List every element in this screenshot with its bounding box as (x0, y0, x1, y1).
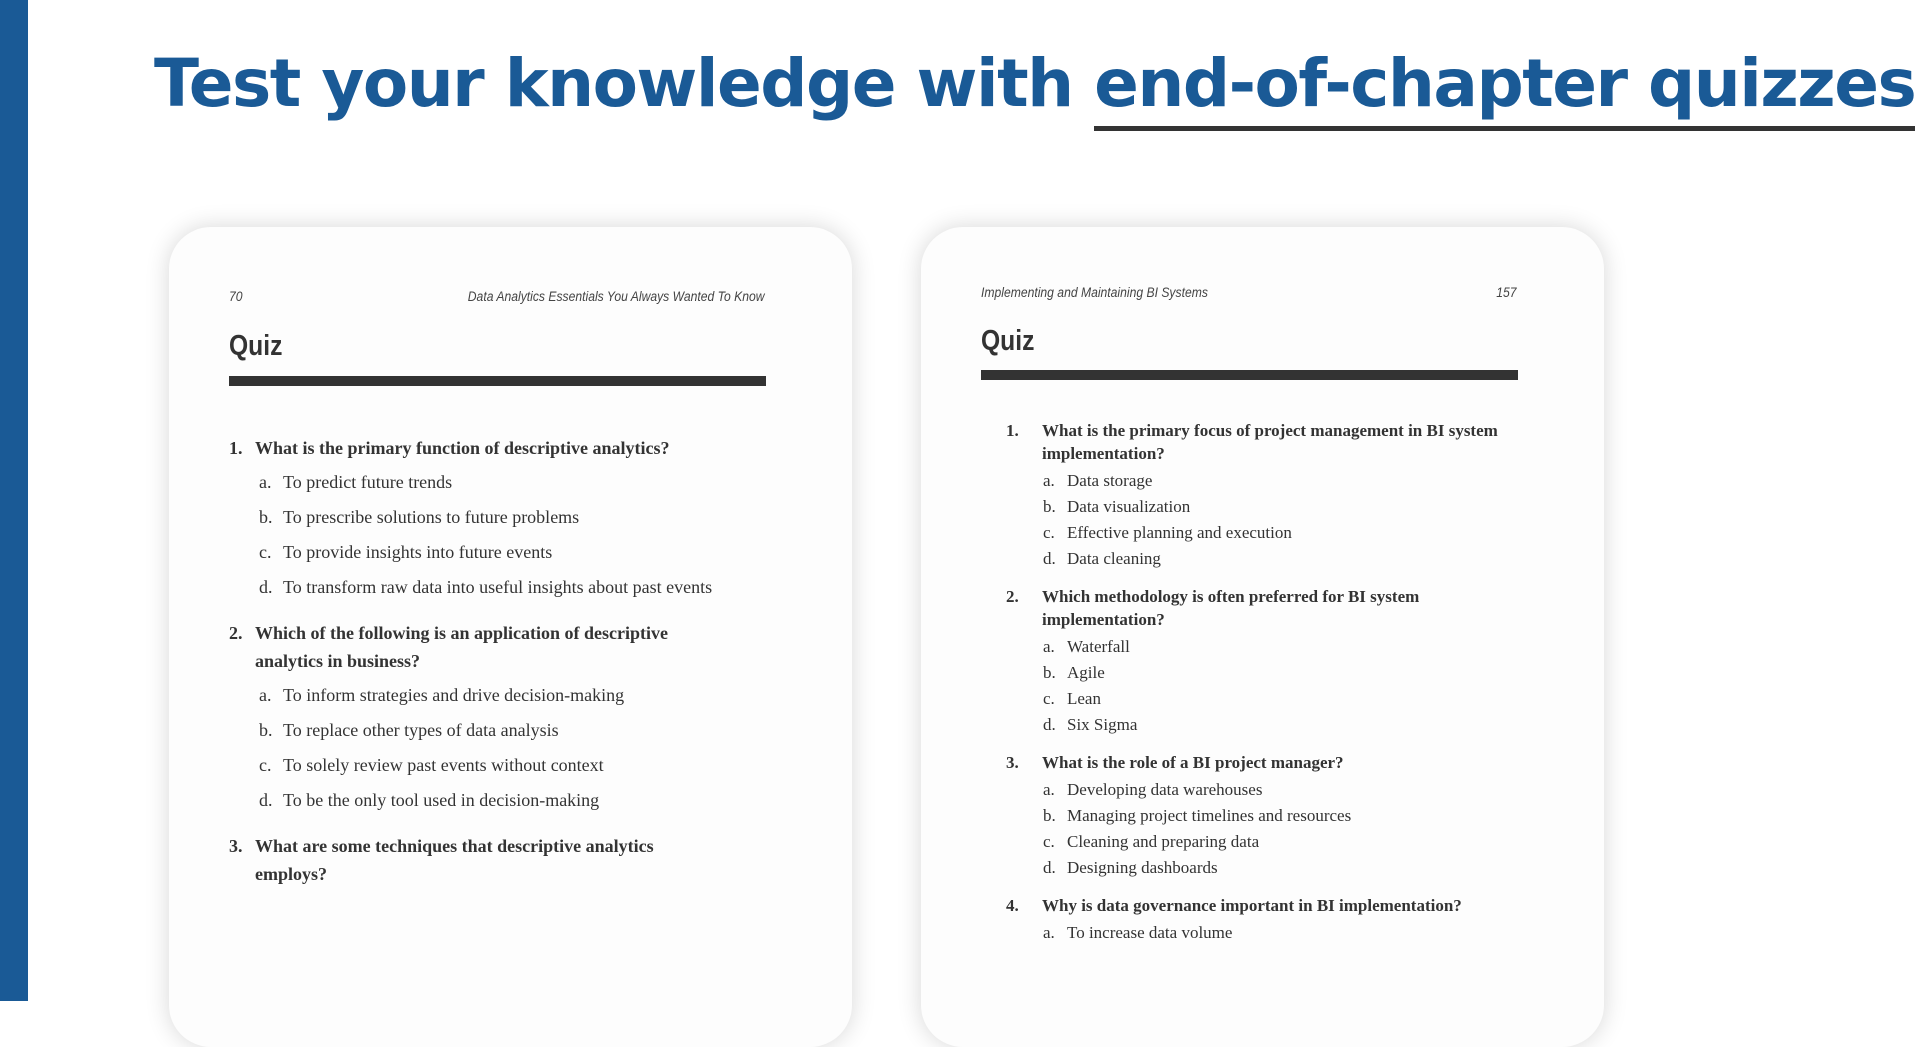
option-letter: b. (1043, 663, 1056, 682)
answer-option (1006, 920, 1506, 945)
quiz-question (1006, 751, 1506, 880)
option-text: Lean (1067, 689, 1101, 708)
answer-option (1006, 829, 1506, 854)
question-list (1006, 419, 1506, 959)
option-text: To inform strategies and drive decision-making (283, 685, 625, 705)
quiz-question (229, 619, 729, 814)
option-text: Effective planning and execution (1067, 523, 1292, 542)
answer-options (1006, 777, 1506, 880)
question-number: 2. (1006, 587, 1019, 606)
question-stem (229, 619, 729, 675)
option-text: To provide insights into future events (283, 542, 553, 562)
quiz-question (1006, 419, 1506, 571)
option-text: Six Sigma (1067, 715, 1138, 734)
option-letter: d. (1043, 715, 1056, 734)
option-letter: d. (1043, 549, 1056, 568)
answer-option (229, 716, 729, 744)
quiz-heading: Quiz (229, 330, 283, 362)
option-text: To prescribe solutions to future problems (283, 507, 580, 527)
option-text: Data visualization (1067, 497, 1191, 516)
option-text: Agile (1067, 663, 1105, 682)
option-text: Managing project timelines and resources (1067, 806, 1352, 825)
answer-option (1006, 855, 1506, 880)
book-page-left (169, 227, 852, 1047)
option-letter: b. (259, 507, 273, 527)
quiz-heading: Quiz (981, 325, 1035, 357)
question-text: What is the primary function of descriptive analytics? (255, 438, 670, 458)
question-number: 4. (1006, 896, 1019, 915)
page-number: 157 (1496, 285, 1517, 300)
quiz-question (229, 434, 729, 601)
option-letter: d. (259, 790, 273, 810)
question-text: What is the role of a BI project manager? (1042, 753, 1344, 772)
answer-option (229, 751, 729, 779)
running-head (229, 289, 765, 304)
answer-option (1006, 660, 1506, 685)
answer-option (1006, 777, 1506, 802)
question-stem (1006, 585, 1506, 631)
option-text: Cleaning and preparing data (1067, 832, 1260, 851)
answer-option (1006, 468, 1506, 493)
answer-options (1006, 634, 1506, 737)
running-head (981, 285, 1517, 300)
accent-sidebar-bar (0, 0, 28, 1001)
answer-option (1006, 494, 1506, 519)
answer-option (229, 468, 729, 496)
option-text: Developing data warehouses (1067, 780, 1263, 799)
option-letter: a. (1043, 780, 1055, 799)
question-number: 3. (1006, 753, 1019, 772)
question-stem (1006, 419, 1506, 465)
option-letter: c. (1043, 689, 1055, 708)
answer-options (1006, 468, 1506, 571)
question-number: 1. (1006, 421, 1019, 440)
slide-headline (154, 44, 1915, 123)
option-letter: b. (1043, 806, 1056, 825)
quiz-question (229, 832, 729, 888)
heading-rule (229, 376, 766, 386)
answer-options (1006, 920, 1506, 945)
answer-option (229, 503, 729, 531)
answer-option (1006, 712, 1506, 737)
question-stem (1006, 894, 1506, 917)
quiz-question (1006, 585, 1506, 737)
answer-option (1006, 803, 1506, 828)
option-text: To be the only tool used in decision-making (283, 790, 600, 810)
option-text: Data cleaning (1067, 549, 1161, 568)
question-text: What are some techniques that descriptive analytics employs? (255, 836, 654, 884)
question-number: 2. (229, 623, 243, 643)
option-text: Data storage (1067, 471, 1153, 490)
answer-option (1006, 634, 1506, 659)
heading-rule (981, 370, 1518, 380)
option-text: To predict future trends (283, 472, 453, 492)
option-letter: b. (1043, 497, 1056, 516)
answer-option (229, 786, 729, 814)
option-letter: b. (259, 720, 273, 740)
question-text: Which of the following is an application of descriptive analytics in business? (255, 623, 669, 671)
option-text: To replace other types of data analysis (283, 720, 559, 740)
option-letter: a. (1043, 637, 1055, 656)
option-text: To increase data volume (1067, 923, 1233, 942)
answer-options (229, 468, 729, 601)
option-letter: a. (259, 472, 272, 492)
quiz-question (1006, 894, 1506, 945)
answer-option (229, 681, 729, 709)
question-text: Which methodology is often preferred for BI system implementation? (1042, 587, 1420, 629)
option-letter: a. (259, 685, 272, 705)
question-stem (229, 434, 729, 462)
book-page-right (921, 227, 1604, 1047)
answer-option (1006, 520, 1506, 545)
option-letter: c. (1043, 832, 1055, 851)
option-letter: a. (1043, 471, 1055, 490)
running-title: Implementing and Maintaining BI Systems (981, 285, 1208, 300)
option-text: To transform raw data into useful insights about past events (283, 577, 713, 597)
option-letter: d. (1043, 858, 1056, 877)
page-number: 70 (229, 289, 243, 304)
answer-option (1006, 546, 1506, 571)
option-text: Waterfall (1067, 637, 1130, 656)
running-title: Data Analytics Essentials You Always Wanted To Know (467, 289, 765, 304)
question-number: 3. (229, 836, 243, 856)
headline-lead: Test your knowledge with (154, 45, 1095, 122)
answer-option (229, 573, 729, 601)
option-letter: c. (259, 542, 272, 562)
option-letter: c. (259, 755, 272, 775)
answer-options (229, 681, 729, 814)
answer-option (1006, 686, 1506, 711)
question-stem (1006, 751, 1506, 774)
headline-accent: end-of-chapter quizzes (1094, 45, 1915, 131)
option-letter: d. (259, 577, 273, 597)
option-letter: c. (1043, 523, 1055, 542)
option-text: To solely review past events without context (283, 755, 604, 775)
question-stem (229, 832, 729, 888)
question-number: 1. (229, 438, 243, 458)
option-letter: a. (1043, 923, 1055, 942)
option-text: Designing dashboards (1067, 858, 1218, 877)
answer-option (229, 538, 729, 566)
question-text: What is the primary focus of project management in BI system implementation? (1042, 421, 1498, 463)
question-text: Why is data governance important in BI implementation? (1042, 896, 1462, 915)
question-list (229, 434, 729, 906)
